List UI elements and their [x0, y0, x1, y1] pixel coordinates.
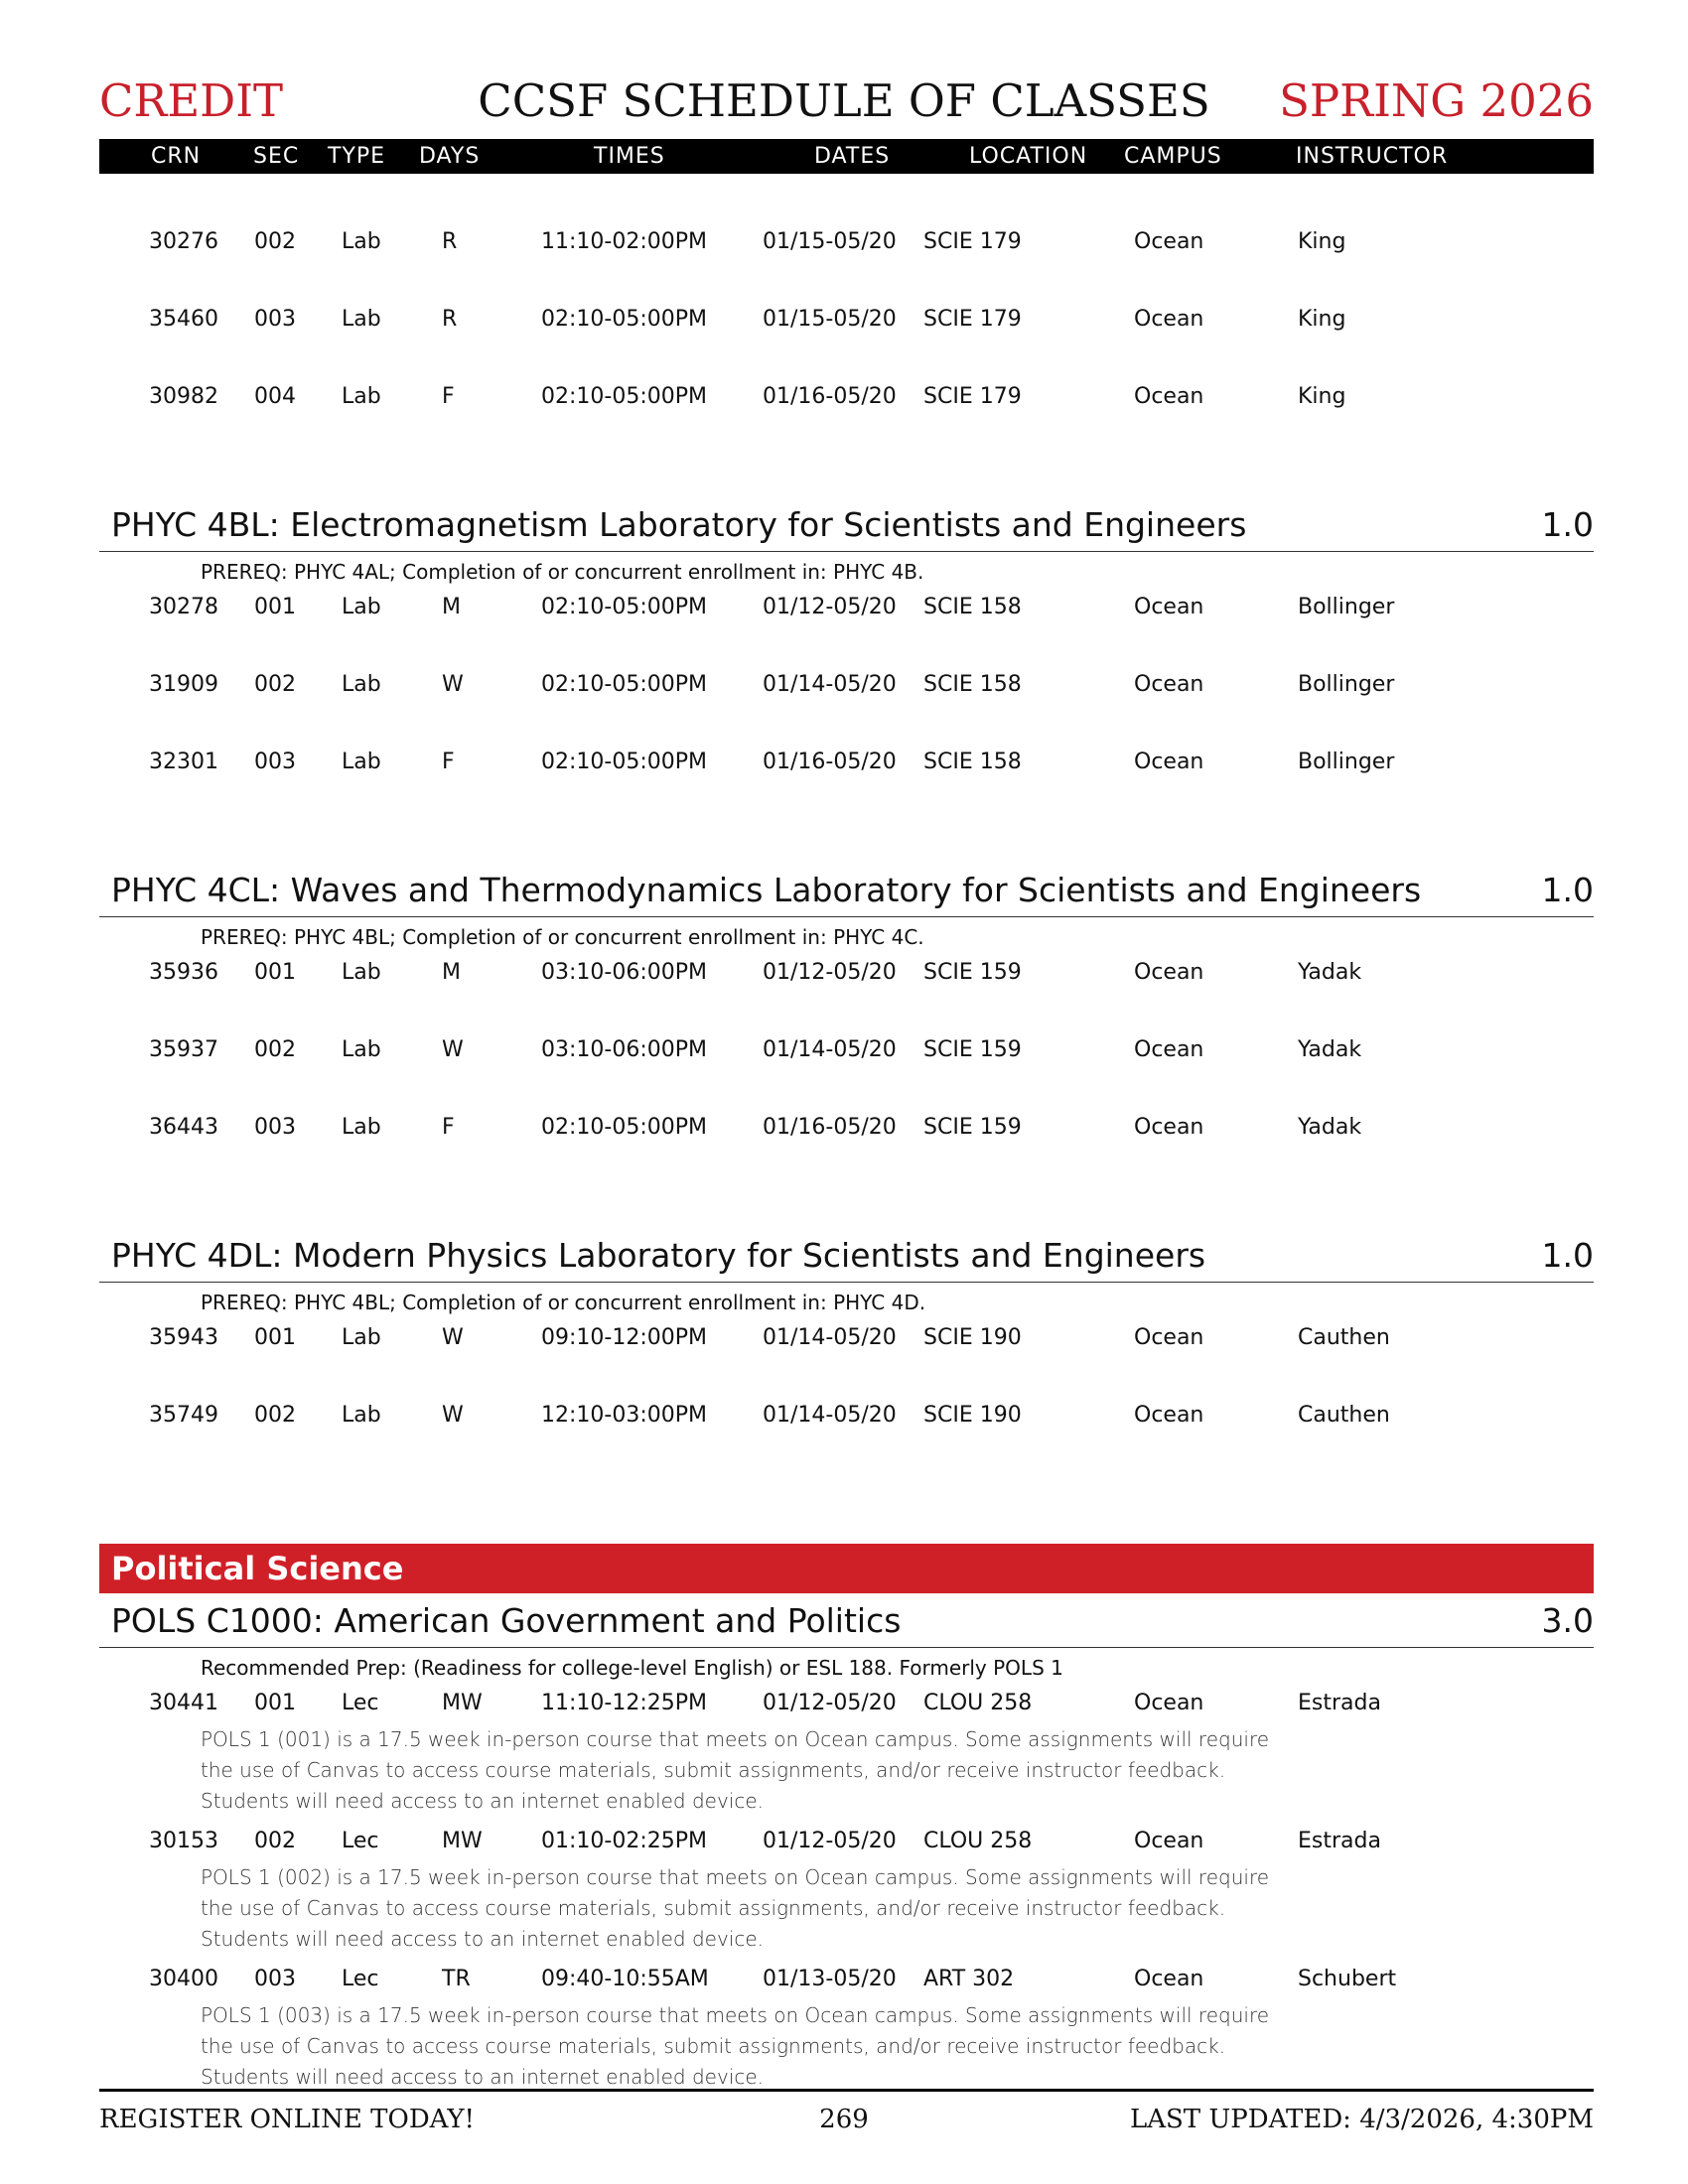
- course-units: 1.0: [1541, 505, 1594, 544]
- location: SCIE 179: [923, 384, 1022, 409]
- campus: Ocean: [1134, 1115, 1204, 1140]
- campus: Ocean: [1134, 960, 1204, 985]
- dates: 01/15-05/20: [763, 307, 897, 332]
- divider: [99, 916, 1594, 917]
- location: SCIE 159: [923, 1115, 1022, 1140]
- course-units: 1.0: [1541, 1236, 1594, 1275]
- crn: 35460: [149, 307, 218, 332]
- section-note: POLS 1 (002) is a 17.5 week in-person course that meets on Ocean campus. Some assignments will require the use of Canvas to access course materials, submit assignments, and/or receive instructor feedback. Students will need access to an internet enabled device.: [201, 1865, 1270, 1951]
- instructor: Cauthen: [1298, 1403, 1390, 1428]
- location: SCIE 159: [923, 960, 1022, 985]
- dates: 01/16-05/20: [763, 750, 897, 774]
- campus: Ocean: [1134, 672, 1204, 697]
- campus: Ocean: [1134, 1967, 1204, 1991]
- type: Lab: [342, 750, 381, 774]
- campus: Ocean: [1134, 384, 1204, 409]
- course-title: PHYC 4CL: Waves and Thermodynamics Laboratory for Scientists and Engineers: [111, 871, 1422, 909]
- col-times: TIMES: [594, 144, 665, 169]
- sec: 002: [254, 1403, 296, 1428]
- page-title: CCSF SCHEDULE OF CLASSES: [478, 74, 1210, 127]
- last-updated: LAST UPDATED: 4/3/2026, 4:30PM: [1129, 2105, 1594, 2134]
- days: F: [442, 384, 455, 409]
- crn: 31909: [149, 672, 218, 697]
- course-title: PHYC 4DL: Modern Physics Laboratory for Scientists and Engineers: [111, 1236, 1206, 1275]
- times: 03:10-06:00PM: [541, 1037, 707, 1062]
- location: SCIE 158: [923, 750, 1022, 774]
- location: SCIE 190: [923, 1403, 1022, 1428]
- type: Lab: [342, 1403, 381, 1428]
- days: W: [442, 672, 464, 697]
- location: SCIE 158: [923, 672, 1022, 697]
- dates: 01/12-05/20: [763, 1829, 897, 1853]
- divider: [99, 1647, 1594, 1648]
- times: 09:10-12:00PM: [541, 1325, 707, 1350]
- days: MW: [442, 1691, 483, 1715]
- section-note: POLS 1 (003) is a 17.5 week in-person course that meets on Ocean campus. Some assignments will require the use of Canvas to access course materials, submit assignments, and/or receive instructor feedback. Students will need access to an internet enabled device.: [201, 2003, 1270, 2089]
- campus: Ocean: [1134, 595, 1204, 619]
- credit-label: CREDIT: [99, 74, 284, 127]
- dates: 01/14-05/20: [763, 1403, 897, 1428]
- dates: 01/15-05/20: [763, 229, 897, 254]
- col-sec: SEC: [253, 144, 300, 169]
- dates: 01/12-05/20: [763, 960, 897, 985]
- instructor: Yadak: [1298, 1037, 1362, 1062]
- days: TR: [442, 1967, 471, 1991]
- times: 02:10-05:00PM: [541, 595, 707, 619]
- times: 02:10-05:00PM: [541, 1115, 707, 1140]
- instructor: Bollinger: [1298, 672, 1395, 697]
- days: M: [442, 595, 461, 619]
- course-units: 1.0: [1541, 871, 1594, 909]
- course-title: POLS C1000: American Government and Politics: [111, 1601, 902, 1640]
- location: ART 302: [923, 1967, 1015, 1991]
- dates: 01/16-05/20: [763, 1115, 897, 1140]
- times: 11:10-12:25PM: [541, 1691, 707, 1715]
- type: Lec: [342, 1829, 379, 1853]
- type: Lec: [342, 1691, 379, 1715]
- days: F: [442, 750, 455, 774]
- course-units: 3.0: [1541, 1601, 1594, 1640]
- instructor: Yadak: [1298, 1115, 1362, 1140]
- page-number: 269: [819, 2105, 869, 2134]
- sec: 004: [254, 384, 296, 409]
- times: 11:10-02:00PM: [541, 229, 707, 254]
- days: R: [442, 229, 458, 254]
- divider: [99, 551, 1594, 552]
- term-label: SPRING 2026: [1279, 74, 1594, 127]
- type: Lec: [342, 1967, 379, 1991]
- days: M: [442, 960, 461, 985]
- prereq-text: PREREQ: PHYC 4BL; Completion of or concurrent enrollment in: PHYC 4C.: [201, 925, 924, 949]
- location: SCIE 179: [923, 307, 1022, 332]
- crn: 32301: [149, 750, 218, 774]
- location: SCIE 190: [923, 1325, 1022, 1350]
- campus: Ocean: [1134, 307, 1204, 332]
- crn: 30153: [149, 1829, 218, 1853]
- type: Lab: [342, 1037, 381, 1062]
- instructor: Bollinger: [1298, 750, 1395, 774]
- course-title: PHYC 4BL: Electromagnetism Laboratory for Scientists and Engineers: [111, 505, 1247, 544]
- col-instructor: INSTRUCTOR: [1296, 144, 1449, 169]
- instructor: King: [1298, 384, 1346, 409]
- crn: 30441: [149, 1691, 218, 1715]
- type: Lab: [342, 672, 381, 697]
- days: R: [442, 307, 458, 332]
- col-crn: CRN: [151, 144, 202, 169]
- location: CLOU 258: [923, 1691, 1033, 1715]
- sec: 001: [254, 1325, 296, 1350]
- type: Lab: [342, 229, 381, 254]
- type: Lab: [342, 595, 381, 619]
- type: Lab: [342, 1325, 381, 1350]
- crn: 30400: [149, 1967, 218, 1991]
- col-dates: DATES: [814, 144, 891, 169]
- location: SCIE 179: [923, 229, 1022, 254]
- campus: Ocean: [1134, 1829, 1204, 1853]
- location: SCIE 159: [923, 1037, 1022, 1062]
- times: 02:10-05:00PM: [541, 750, 707, 774]
- column-header-bar: [99, 139, 1594, 174]
- days: W: [442, 1325, 464, 1350]
- register-text: REGISTER ONLINE TODAY!: [99, 2105, 476, 2134]
- sec: 002: [254, 1037, 296, 1062]
- sec: 001: [254, 595, 296, 619]
- campus: Ocean: [1134, 750, 1204, 774]
- dates: 01/12-05/20: [763, 595, 897, 619]
- dates: 01/14-05/20: [763, 1037, 897, 1062]
- sec: 002: [254, 1829, 296, 1853]
- sec: 003: [254, 750, 296, 774]
- sec: 003: [254, 307, 296, 332]
- col-days: DAYS: [419, 144, 481, 169]
- times: 12:10-03:00PM: [541, 1403, 707, 1428]
- instructor: Schubert: [1298, 1967, 1397, 1991]
- times: 01:10-02:25PM: [541, 1829, 707, 1853]
- sec: 001: [254, 960, 296, 985]
- instructor: Bollinger: [1298, 595, 1395, 619]
- sec: 002: [254, 229, 296, 254]
- sec: 003: [254, 1115, 296, 1140]
- times: 03:10-06:00PM: [541, 960, 707, 985]
- instructor: Estrada: [1298, 1691, 1381, 1715]
- crn: 30982: [149, 384, 218, 409]
- instructor: King: [1298, 229, 1346, 254]
- crn: 36443: [149, 1115, 218, 1140]
- location: CLOU 258: [923, 1829, 1033, 1853]
- col-location: LOCATION: [969, 144, 1088, 169]
- dates: 01/12-05/20: [763, 1691, 897, 1715]
- instructor: Cauthen: [1298, 1325, 1390, 1350]
- location: SCIE 158: [923, 595, 1022, 619]
- crn: 30278: [149, 595, 218, 619]
- sec: 003: [254, 1967, 296, 1991]
- times: 02:10-05:00PM: [541, 672, 707, 697]
- prereq-text: Recommended Prep: (Readiness for college-level English) or ESL 188. Formerly POLS 1: [201, 1656, 1063, 1680]
- dates: 01/14-05/20: [763, 1325, 897, 1350]
- department-title: Political Science: [111, 1550, 404, 1587]
- type: Lab: [342, 960, 381, 985]
- type: Lab: [342, 307, 381, 332]
- campus: Ocean: [1134, 1037, 1204, 1062]
- times: 02:10-05:00PM: [541, 307, 707, 332]
- instructor: Yadak: [1298, 960, 1362, 985]
- campus: Ocean: [1134, 229, 1204, 254]
- section-note: POLS 1 (001) is a 17.5 week in-person course that meets on Ocean campus. Some assignments will require the use of Canvas to access course materials, submit assignments, and/or receive instructor feedback. Students will need access to an internet enabled device.: [201, 1727, 1270, 1813]
- days: F: [442, 1115, 455, 1140]
- crn: 35936: [149, 960, 218, 985]
- dates: 01/13-05/20: [763, 1967, 897, 1991]
- days: W: [442, 1037, 464, 1062]
- campus: Ocean: [1134, 1325, 1204, 1350]
- prereq-text: PREREQ: PHYC 4BL; Completion of or concurrent enrollment in: PHYC 4D.: [201, 1291, 926, 1314]
- crn: 35749: [149, 1403, 218, 1428]
- crn: 35937: [149, 1037, 218, 1062]
- instructor: Estrada: [1298, 1829, 1381, 1853]
- days: W: [442, 1403, 464, 1428]
- days: MW: [442, 1829, 483, 1853]
- instructor: King: [1298, 307, 1346, 332]
- dates: 01/16-05/20: [763, 384, 897, 409]
- col-campus: CAMPUS: [1124, 144, 1222, 169]
- type: Lab: [342, 1115, 381, 1140]
- footer-divider: [99, 2089, 1594, 2092]
- times: 02:10-05:00PM: [541, 384, 707, 409]
- sec: 002: [254, 672, 296, 697]
- sec: 001: [254, 1691, 296, 1715]
- campus: Ocean: [1134, 1691, 1204, 1715]
- prereq-text: PREREQ: PHYC 4AL; Completion of or concurrent enrollment in: PHYC 4B.: [201, 560, 924, 584]
- dates: 01/14-05/20: [763, 672, 897, 697]
- crn: 35943: [149, 1325, 218, 1350]
- times: 09:40-10:55AM: [541, 1967, 709, 1991]
- col-type: TYPE: [328, 144, 386, 169]
- campus: Ocean: [1134, 1403, 1204, 1428]
- divider: [99, 1282, 1594, 1283]
- crn: 30276: [149, 229, 218, 254]
- type: Lab: [342, 384, 381, 409]
- department-header: [99, 1544, 1594, 1593]
